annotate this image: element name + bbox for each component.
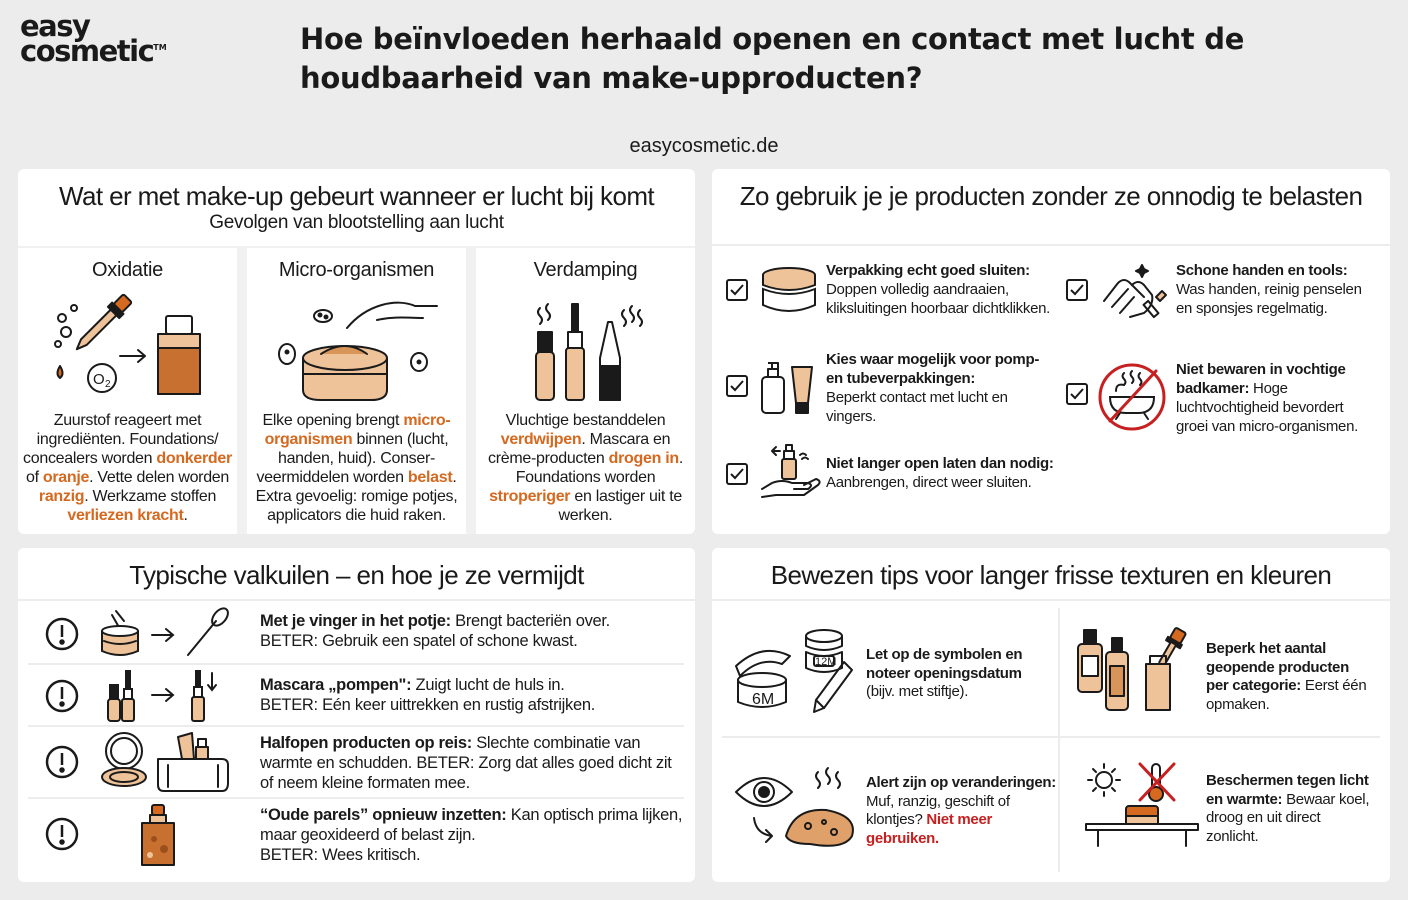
- panel-air-effects: [18, 169, 695, 534]
- tip-watch-changes: Alert zijn op veranderingen: Muf, ranzig, geschift of klontjes? Niet meer gebruiken.: [866, 774, 1056, 847]
- jar-lid-icon: [758, 265, 820, 317]
- column-text: Elke opening brengt micro-organismen binnen (lucht, handen, huid). Conser-veermiddelen worden belast. Extra gevoelig: romige potjes, applicators die huid raken.: [255, 412, 458, 524]
- checkbox-icon: [726, 463, 748, 485]
- section1-title: Wat er met make-up gebeurt wanneer er lucht bij komt: [59, 181, 654, 211]
- pitfall-row: [28, 665, 684, 727]
- column-heading: Verdamping: [533, 259, 638, 281]
- pao-jars-pen-icon: [732, 622, 856, 714]
- website-url: easycosmetic.de: [629, 135, 779, 157]
- pitfall-text: “Oude parels” opnieuw inzetten: Kan optisch prima lijken, maar geoxideerd of belast zijn. BETER: Wees kritisch.: [260, 806, 683, 864]
- page-title: Hoe beïnvloeden herhaald openen en contact met lucht de houdbaarheid van make-upproducten?: [300, 22, 1245, 95]
- section4-title: Bewezen tips voor langer frisse texturen en kleuren: [770, 560, 1332, 590]
- panel-proven-tips: [712, 548, 1390, 882]
- warning-icon: [45, 679, 79, 713]
- warning-icon: [45, 817, 79, 851]
- checkbox-icon: [726, 279, 748, 301]
- tip-pao-symbols: Let op de symbolen en noteer openingsdatum (bijv. met stiftje).: [866, 646, 1023, 700]
- mascara-pump-icon: [98, 667, 238, 725]
- pitfall-text: Halfopen producten op reis: Slechte combinatie van warmte en schudden. BETER: Zorg dat alles goed dicht zit of neem kleine formaten mee.: [260, 734, 672, 792]
- eye-nose-icon: [734, 764, 858, 850]
- section2-title: Zo gebruik je je producten zonder ze onnodig te belasten: [739, 181, 1363, 211]
- sun-thermometer-shelf-icon: [1082, 760, 1202, 850]
- pitfall-row: [28, 727, 684, 799]
- tip-no-bathroom: Niet bewaren in vochtige badkamer: Hoge luchtvochtigheid bevordert groei van micro-organismen.: [1176, 361, 1358, 435]
- checkbox-icon: [726, 375, 748, 397]
- product-group-icon: [1074, 626, 1198, 716]
- column-microorganisms: [247, 248, 466, 534]
- pump-tube-icon: [758, 357, 818, 417]
- panel-pitfalls: [18, 548, 695, 882]
- column-evaporation: [476, 248, 695, 534]
- pitfall-text: Mascara „pompen": Zuigt lucht de huls in. BETER: Eén keer uittrekken en rustig afstrijken.: [260, 676, 596, 714]
- compact-bag-icon: [98, 729, 238, 795]
- section3-title: Typische valkuilen – en hoe je ze vermijdt: [129, 560, 584, 590]
- hand-bottle-icon: [758, 443, 824, 503]
- column-text: Zuurstof reageert met ingrediënten. Foundations/ concealers worden donkerder of oranje. Vette delen worden ranzig. Werkzame stoffen verliezen kracht.: [23, 412, 232, 524]
- divider: [722, 736, 1380, 738]
- checkbox-icon: [1066, 383, 1088, 405]
- pitfall-row: [28, 799, 684, 871]
- divider: [1058, 608, 1060, 872]
- column-oxidation: [18, 248, 237, 534]
- tip-clean-hands: Schone handen en tools: Was handen, reinig penselen en sponsjes regelmatig.: [1176, 262, 1362, 317]
- clean-hands-icon: [1098, 261, 1170, 321]
- tip-close-quickly: Niet langer open laten dan nodig: Aanbrengen, direct weer sluiten.: [826, 455, 1054, 491]
- microorganisms-jar-hand-icon: [247, 288, 466, 408]
- pitfall-text: Met je vinger in het potje: Brengt bacteriën over. BETER: Gebruik een spatel of schone kwast.: [260, 612, 610, 650]
- checkbox-icon: [1066, 279, 1088, 301]
- column-text: Vluchtige bestanddelen verdwijpen. Mascara en crème-producten drogen in. Foundations worden stroperiger en lastiger uit te werken.: [488, 412, 683, 524]
- tip-protect-light-heat: Beschermen tegen licht en warmte: Bewaar koel, droog en uit direct zonlicht.: [1206, 772, 1370, 845]
- column-heading: Micro-organismen: [278, 259, 435, 281]
- column-heading: Oxidatie: [92, 259, 163, 281]
- svg-text:O: O: [93, 371, 105, 388]
- warning-icon: [45, 745, 79, 779]
- panel-usage-tips: [712, 169, 1390, 534]
- svg-text:2: 2: [105, 379, 111, 390]
- evaporation-mascara-icon: [476, 288, 695, 408]
- brand-logo: easy cosmetic™: [20, 9, 167, 68]
- warning-icon: [45, 617, 79, 651]
- jar-spatula-icon: [98, 607, 238, 661]
- old-bottle-icon: [98, 803, 238, 869]
- oxidation-dropper-bottle-icon: [18, 288, 237, 408]
- tip-pump-tube: Kies waar mogelijk voor pomp- en tubeverpakkingen: Beperkt contact met lucht en vingers.: [826, 351, 1040, 425]
- pitfall-row: [28, 603, 684, 665]
- pao-label-6m: 6M: [752, 691, 775, 708]
- tip-close-packaging: Verpakking echt goed sluiten: Doppen volledig aandraaien, kliksluitingen hoorbaar dichtklikken.: [826, 262, 1051, 317]
- pao-label-12m: 12M: [815, 656, 837, 668]
- section1-subtitle: Gevolgen van blootstelling aan lucht: [209, 212, 504, 233]
- tip-limit-products: Beperk het aantal geopende producten per categorie: Eerst één opmaken.: [1206, 640, 1367, 713]
- no-bathroom-icon: [1096, 361, 1168, 431]
